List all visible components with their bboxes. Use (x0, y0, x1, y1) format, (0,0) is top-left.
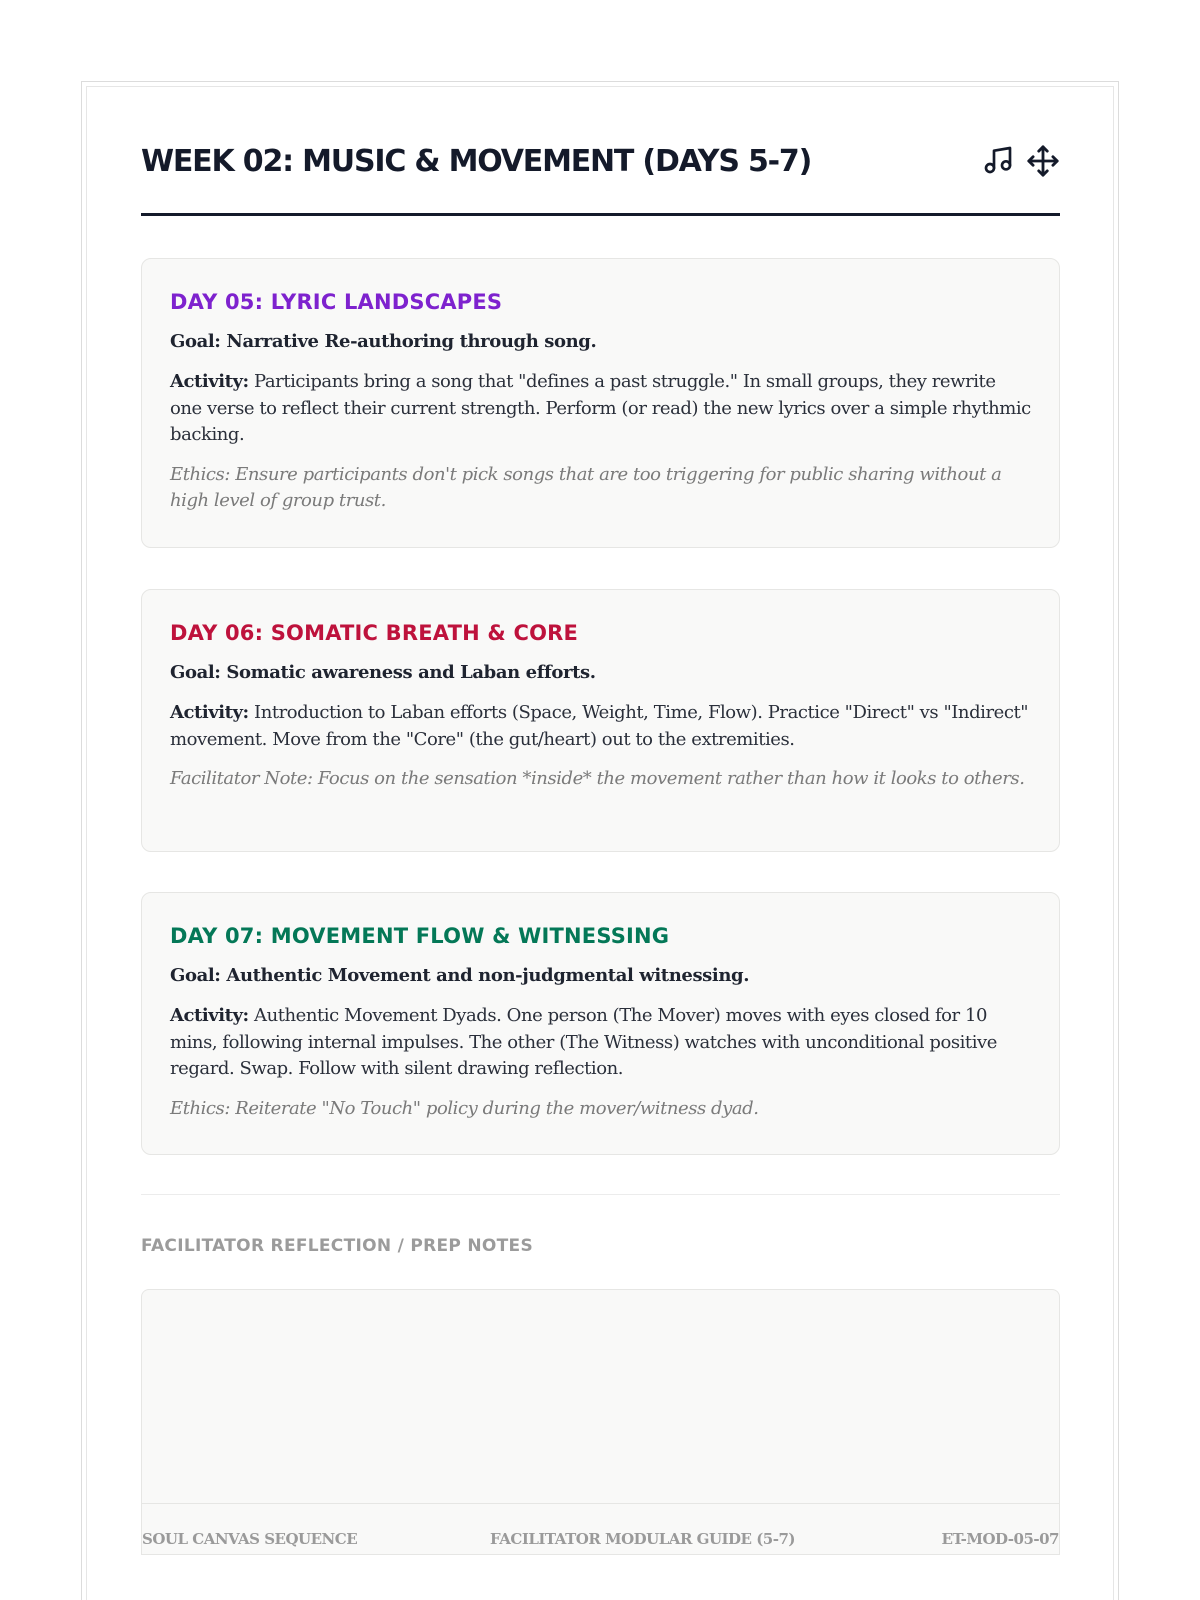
page-title: WEEK 02: MUSIC & MOVEMENT (DAYS 5-7) (141, 144, 812, 179)
activity-text: Participants bring a song that "defines a past struggle." In small groups, they rewrite one verse to reflect their current strength. Perform (or read) the new lyrics over a simple rhythmic backing. (170, 371, 1031, 445)
day-note: Facilitator Note: Focus on the sensation *inside* the movement rather than how it looks to others. (170, 768, 1025, 789)
footer-left: SOUL CANVAS SEQUENCE (142, 1530, 358, 1548)
day-title: DAY 05: LYRIC LANDSCAPES (170, 290, 503, 314)
activity-label: Activity: (170, 371, 249, 392)
activity-label: Activity: (170, 1005, 249, 1026)
page-footer (141, 1503, 1060, 1555)
section-divider (141, 1194, 1060, 1195)
footer-right: ET-MOD-05-07 (941, 1530, 1059, 1548)
header-icons (982, 144, 1060, 178)
day-activity (170, 369, 1031, 449)
activity-label: Activity: (170, 702, 249, 723)
day-card-05 (141, 258, 1060, 548)
move-icon (1026, 144, 1060, 178)
music-icon (982, 144, 1014, 178)
day-activity (170, 1003, 1031, 1083)
day-title: DAY 07: MOVEMENT FLOW & WITNESSING (170, 924, 670, 948)
day-goal: Goal: Authentic Movement and non-judgmental witnessing. (170, 965, 750, 986)
day-note: Ethics: Ensure participants don't pick songs that are too triggering for public sharing without a high level of group trust. (170, 463, 1002, 511)
notes-label: FACILITATOR REFLECTION / PREP NOTES (141, 1236, 534, 1256)
day-card-07 (141, 892, 1060, 1155)
day-goal: Goal: Narrative Re-authoring through song. (170, 331, 597, 352)
footer-center: FACILITATOR MODULAR GUIDE (5-7) (490, 1530, 796, 1548)
day-activity (170, 700, 1031, 753)
activity-text: Introduction to Laban efforts (Space, Weight, Time, Flow). Practice "Direct" vs "Indirect" movement. Move from the "Core" (the gut/heart) out to the extremities. (170, 702, 1029, 750)
day-goal: Goal: Somatic awareness and Laban efforts. (170, 662, 596, 683)
day-card-06 (141, 589, 1060, 852)
week-header (141, 138, 1060, 216)
activity-text: Authentic Movement Dyads. One person (The Mover) moves with eyes closed for 10 mins, following internal impulses. The other (The Witness) watches with unconditional positive regard. Swap. Follow with silent drawing reflection. (170, 1005, 997, 1079)
day-note: Ethics: Reiterate "No Touch" policy during the mover/witness dyad. (170, 1097, 759, 1119)
notes-writing-area[interactable] (141, 1289, 1060, 1503)
day-title: DAY 06: SOMATIC BREATH & CORE (170, 621, 579, 645)
